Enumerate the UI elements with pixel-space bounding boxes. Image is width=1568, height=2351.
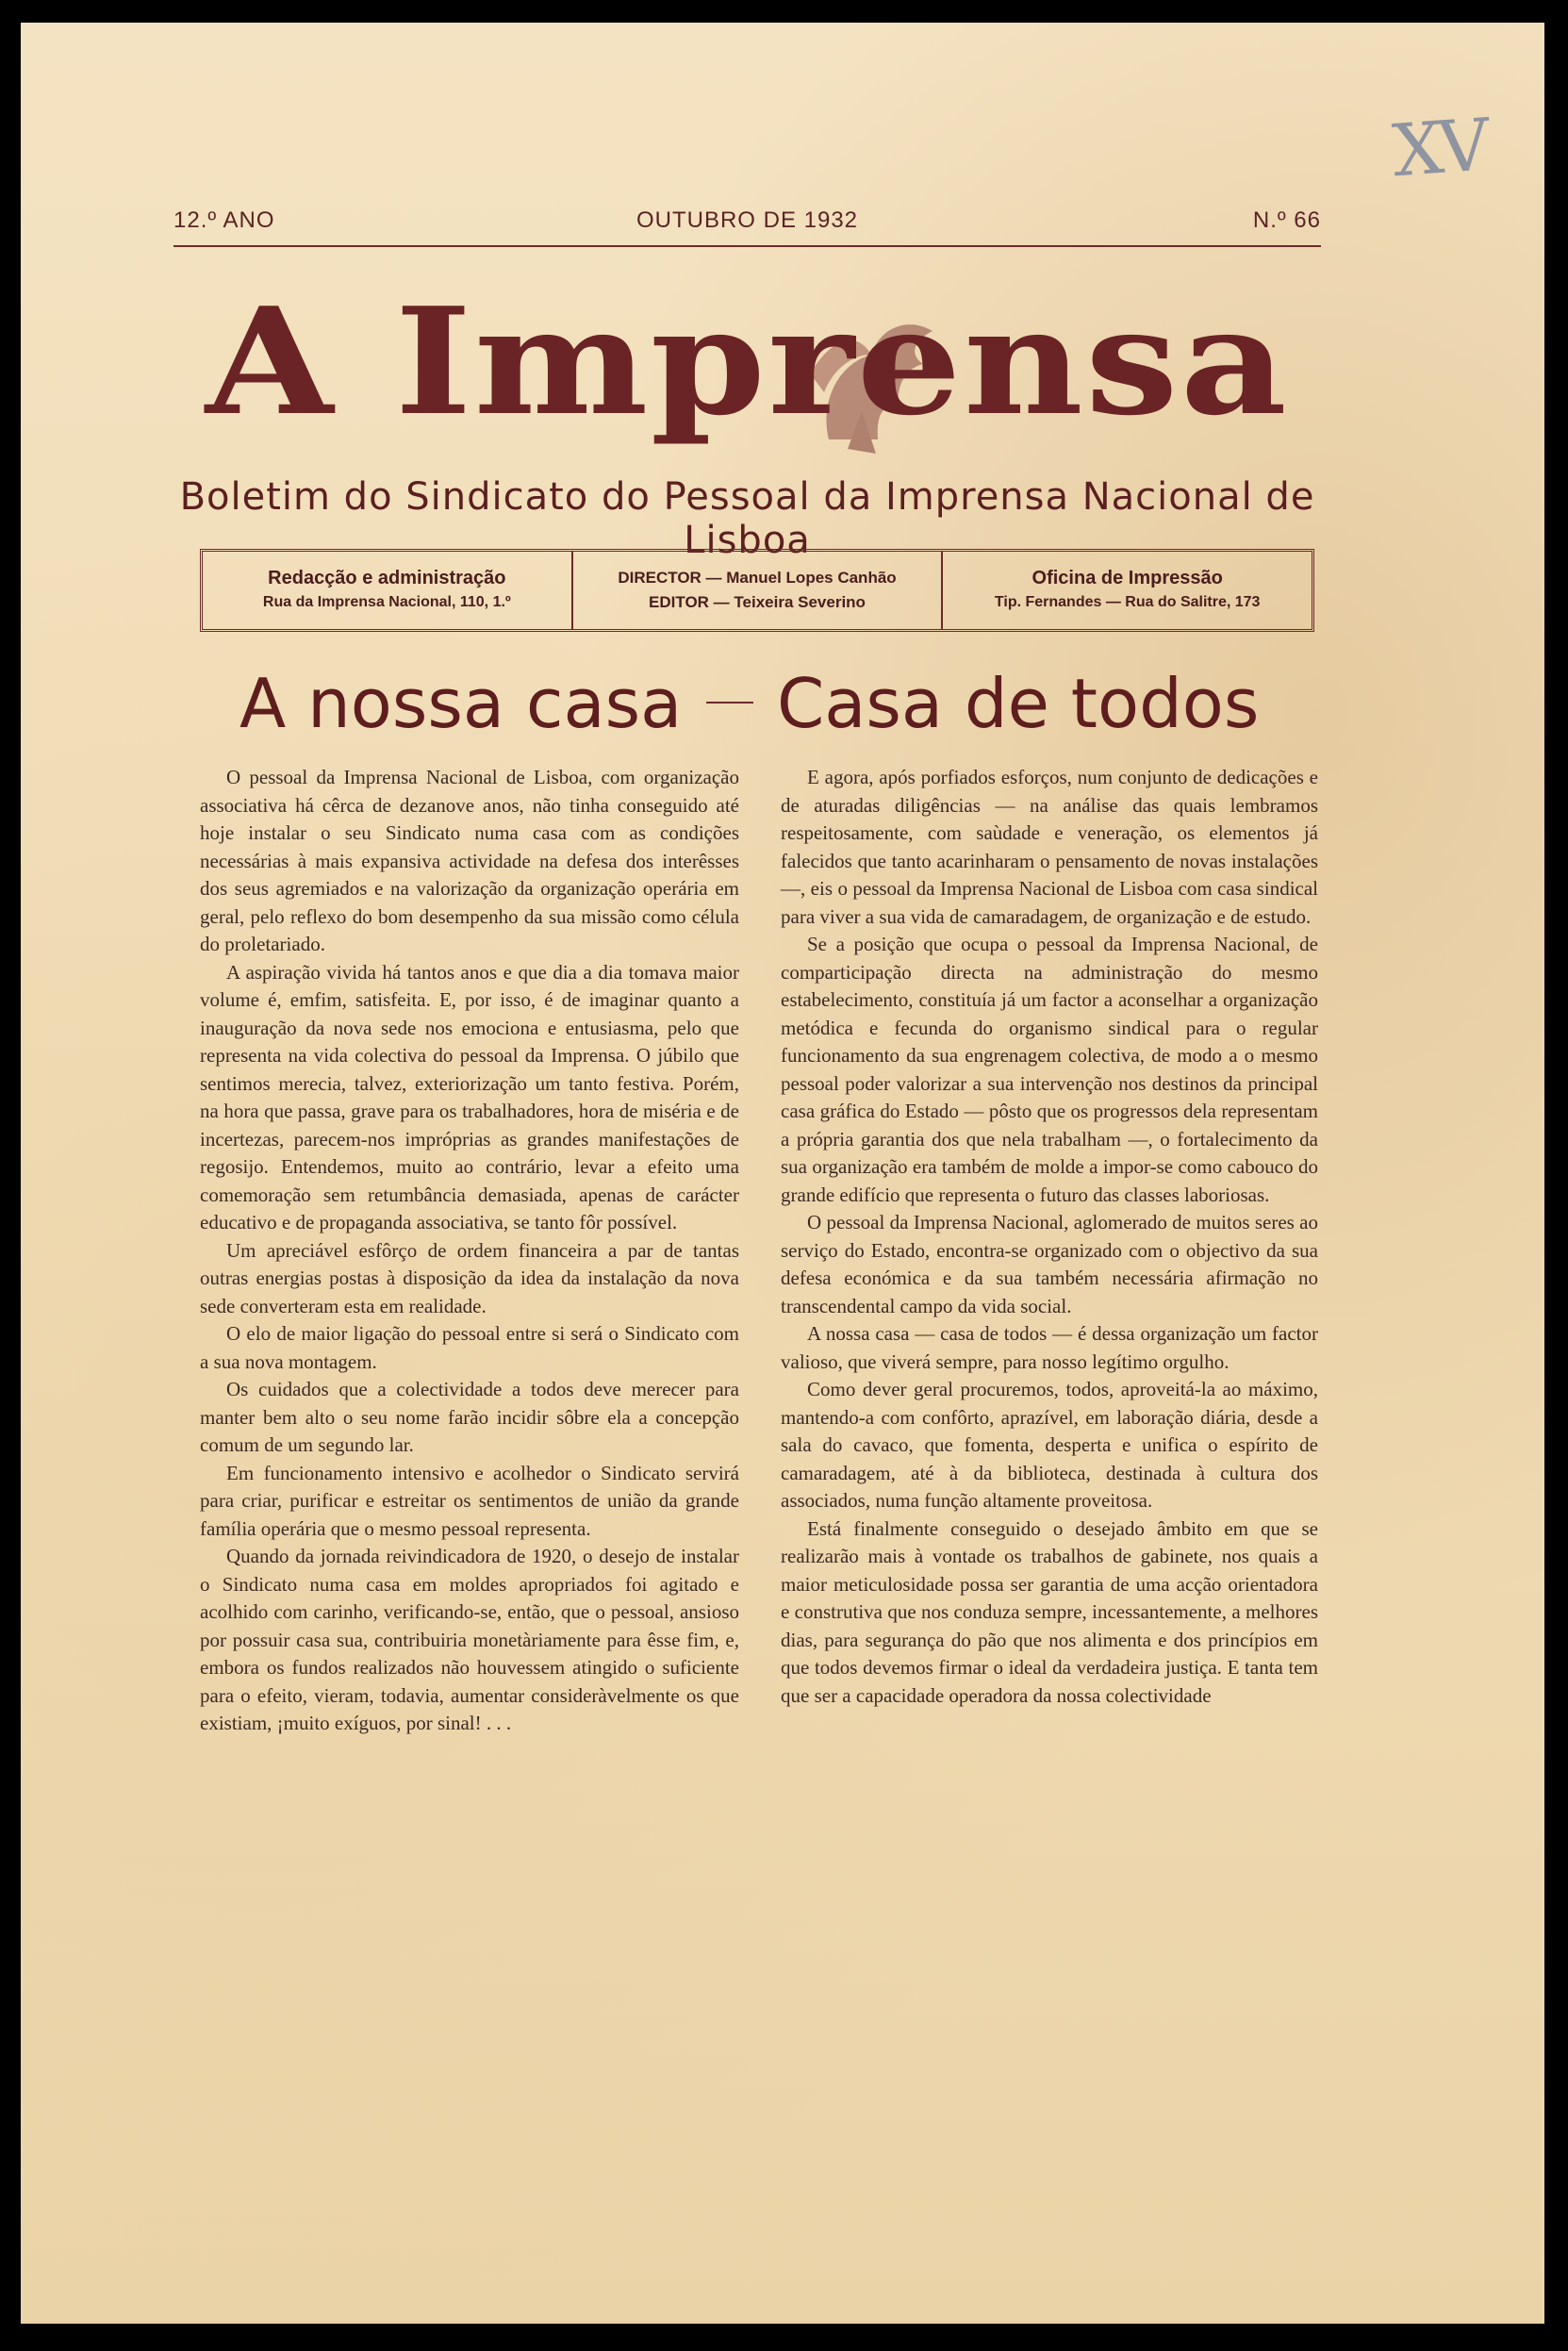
paragraph: Em funcionamento intensivo e acolhedor o Sindicato servirá para criar, purificar e estreitar os sentimentos de união da grande família operária que o mesmo pessoal representa. [200,1461,739,1540]
paragraph: E agora, após porfiados esforços, num conjunto de dedicações e de aturadas diligências — na análise das quais lembramos respeitosamente, com saùdade e veneração, os elementos já falecidos que tanto acarinharam o pensamento de novas instalações —, eis o pessoal da Imprensa Nacional de Lisboa com casa sindical para viver a sua vida de camaradagem, de organização e de estudo. [781,766,1318,928]
headline-dash [706,702,753,704]
editor-line: EDITOR — Teixeira Severino [649,593,866,611]
paragraph: Está finalmente conseguido o desejado âmbito em que se realizarão mais à vontade os trabalhos de gabinete, nos quais a maior meticulosidade possa ser garantia de uma acção orientadora e construtiva que nos conduza sempre, incessantemente, a melhores dias, para segurança do pão que nos alimenta e dos princípios em que todos devemos firmar o ideal da verdadeira justiça. E tanta tem que ser a capacidade operadora da nossa colectividade [781,1516,1318,1707]
administration-label: Redacção e administração [268,568,506,588]
article-headline [173,664,1321,749]
newspaper-title: A Imprensa [205,275,1290,448]
newspaper-subtitle: Boletim do Sindicato do Pessoal da Imprensa Nacional de Lisboa [179,475,1315,562]
printing-address: Tip. Fernandes — Rua do Salitre, 173 [994,594,1261,610]
paragraph: Um apreciável esfôrço de ordem financeira a par de tantas outras energias postas à disposição da idea da instalação da nova sede converteram esta em realidade. [200,1238,739,1317]
info-director [573,552,944,629]
paragraph: O elo de maior ligação do pessoal entre si será o Sindicato com a sua nova montagem. [200,1322,739,1373]
publication-info-box [200,549,1314,632]
headline-left: A nossa casa [239,664,683,743]
newspaper-page [21,23,1544,2324]
headline-right: Casa de todos [777,664,1260,743]
director-line: DIRECTOR — Manuel Lopes Canhão [618,569,897,587]
issue-number: N.º 66 [1252,207,1321,233]
masthead [173,275,1321,562]
article-column-left [200,764,739,1738]
paragraph: Se a posição que ocupa o pessoal da Imprensa Nacional, de comparticipação directa na administração do mesmo estabelecimento, constituía já um factor a aconselhar a organização metódica e fecunda do organismo sindical para o regular funcionamento da sua engrenagem colectiva, de modo a o mesmo pessoal poder valorizar a sua intervenção nos destinos da principal casa gráfica do Estado — pôsto que os progressos dela representam a própria garantia dos que nela trabalham —, o fortalecimento da sua organização era também de molde a impor-se como cabouco do grande edifício que representa o futuro das classes laboriosas. [781,933,1318,1206]
paragraph: Quando da jornada reivindicadora de 1920, o desejo de instalar o Sindicato numa casa em moldes apropriados foi agitado e acolhido com carinho, verificando-se, então, que o pessoal, ansioso por possuir casa sua, contribuiria monetàriamente para êsse fim, e, embora os fundos realizados não houvessem atingido o suficiente para o efeito, vieram, todavia, aumentar consideràvelmente os que existiam, ¡muito exíguos, por sinal! . . . [200,1545,739,1734]
printing-label: Oficina de Impressão [1032,568,1223,588]
paragraph: A nossa casa — casa de todos — é dessa organização um factor valioso, que viverá sempre, para nosso legítimo orgulho. [781,1322,1318,1373]
header-strip [173,207,1321,247]
paragraph: O pessoal da Imprensa Nacional, aglomerado de muitos seres ao serviço do Estado, encontra-se organizado com o objectivo da sua defesa económica e da sua também necessária afirmação no transcendental campo da vida social. [781,1211,1318,1317]
paragraph: Os cuidados que a colectividade a todos deve merecer para manter bem alto o seu nome farão incidir sôbre ela a concepção comum de um segundo lar. [200,1378,739,1456]
article-column-right [781,764,1318,1710]
paragraph: Como dever geral procuremos, todos, aproveitá-la ao máximo, mantendo-a com confôrto, aprazível, em laboração diária, desde a sala do cavaco, que fomenta, desperta e unifica o espírito de camaradagem, até à da biblioteca, destinada à cultura dos associados, numa função altamente proveitosa. [781,1378,1318,1512]
issue-year: 12.º ANO [173,207,275,233]
administration-address: Rua da Imprensa Nacional, 110, 1.º [262,594,511,610]
handwritten-mark: XV [1390,102,1487,193]
info-printing [943,552,1312,629]
paragraph: A aspiração vivida há tantos anos e que dia a dia tomava maior volume é, emfim, satisfeita. E, por isso, é de imaginar quanto a inauguração da nova sede nos emociona e entusiasma, pelo que representa na vida colectiva do pessoal da Imprensa. O júbilo que sentimos merecia, talvez, exteriorização um tanto festiva. Porém, na hora que passa, grave para os trabalhadores, hora de miséria e de incertezas, parecem-nos impróprias as grandes manifestações de regosijo. Entendemos, muito ao contrário, levar a efeito uma comemoração sem retumbância demasiada, apenas de carácter educativo e de propaganda associativa, se tanto fôr possível. [200,960,739,1233]
info-administration [203,552,573,629]
paragraph: O pessoal da Imprensa Nacional de Lisboa, com organização associativa há cêrca de dezanove anos, não tinha conseguido até hoje instalar o seu Sindicato numa casa com as condições necessárias à mais expansiva actividade na defesa dos interêsses dos seus agremiados e na valorização da organização operária em geral, pelo reflexo do bom desempenho da sua missão como célula do proletariado. [200,766,739,955]
issue-date: OUTUBRO DE 1932 [635,207,859,233]
